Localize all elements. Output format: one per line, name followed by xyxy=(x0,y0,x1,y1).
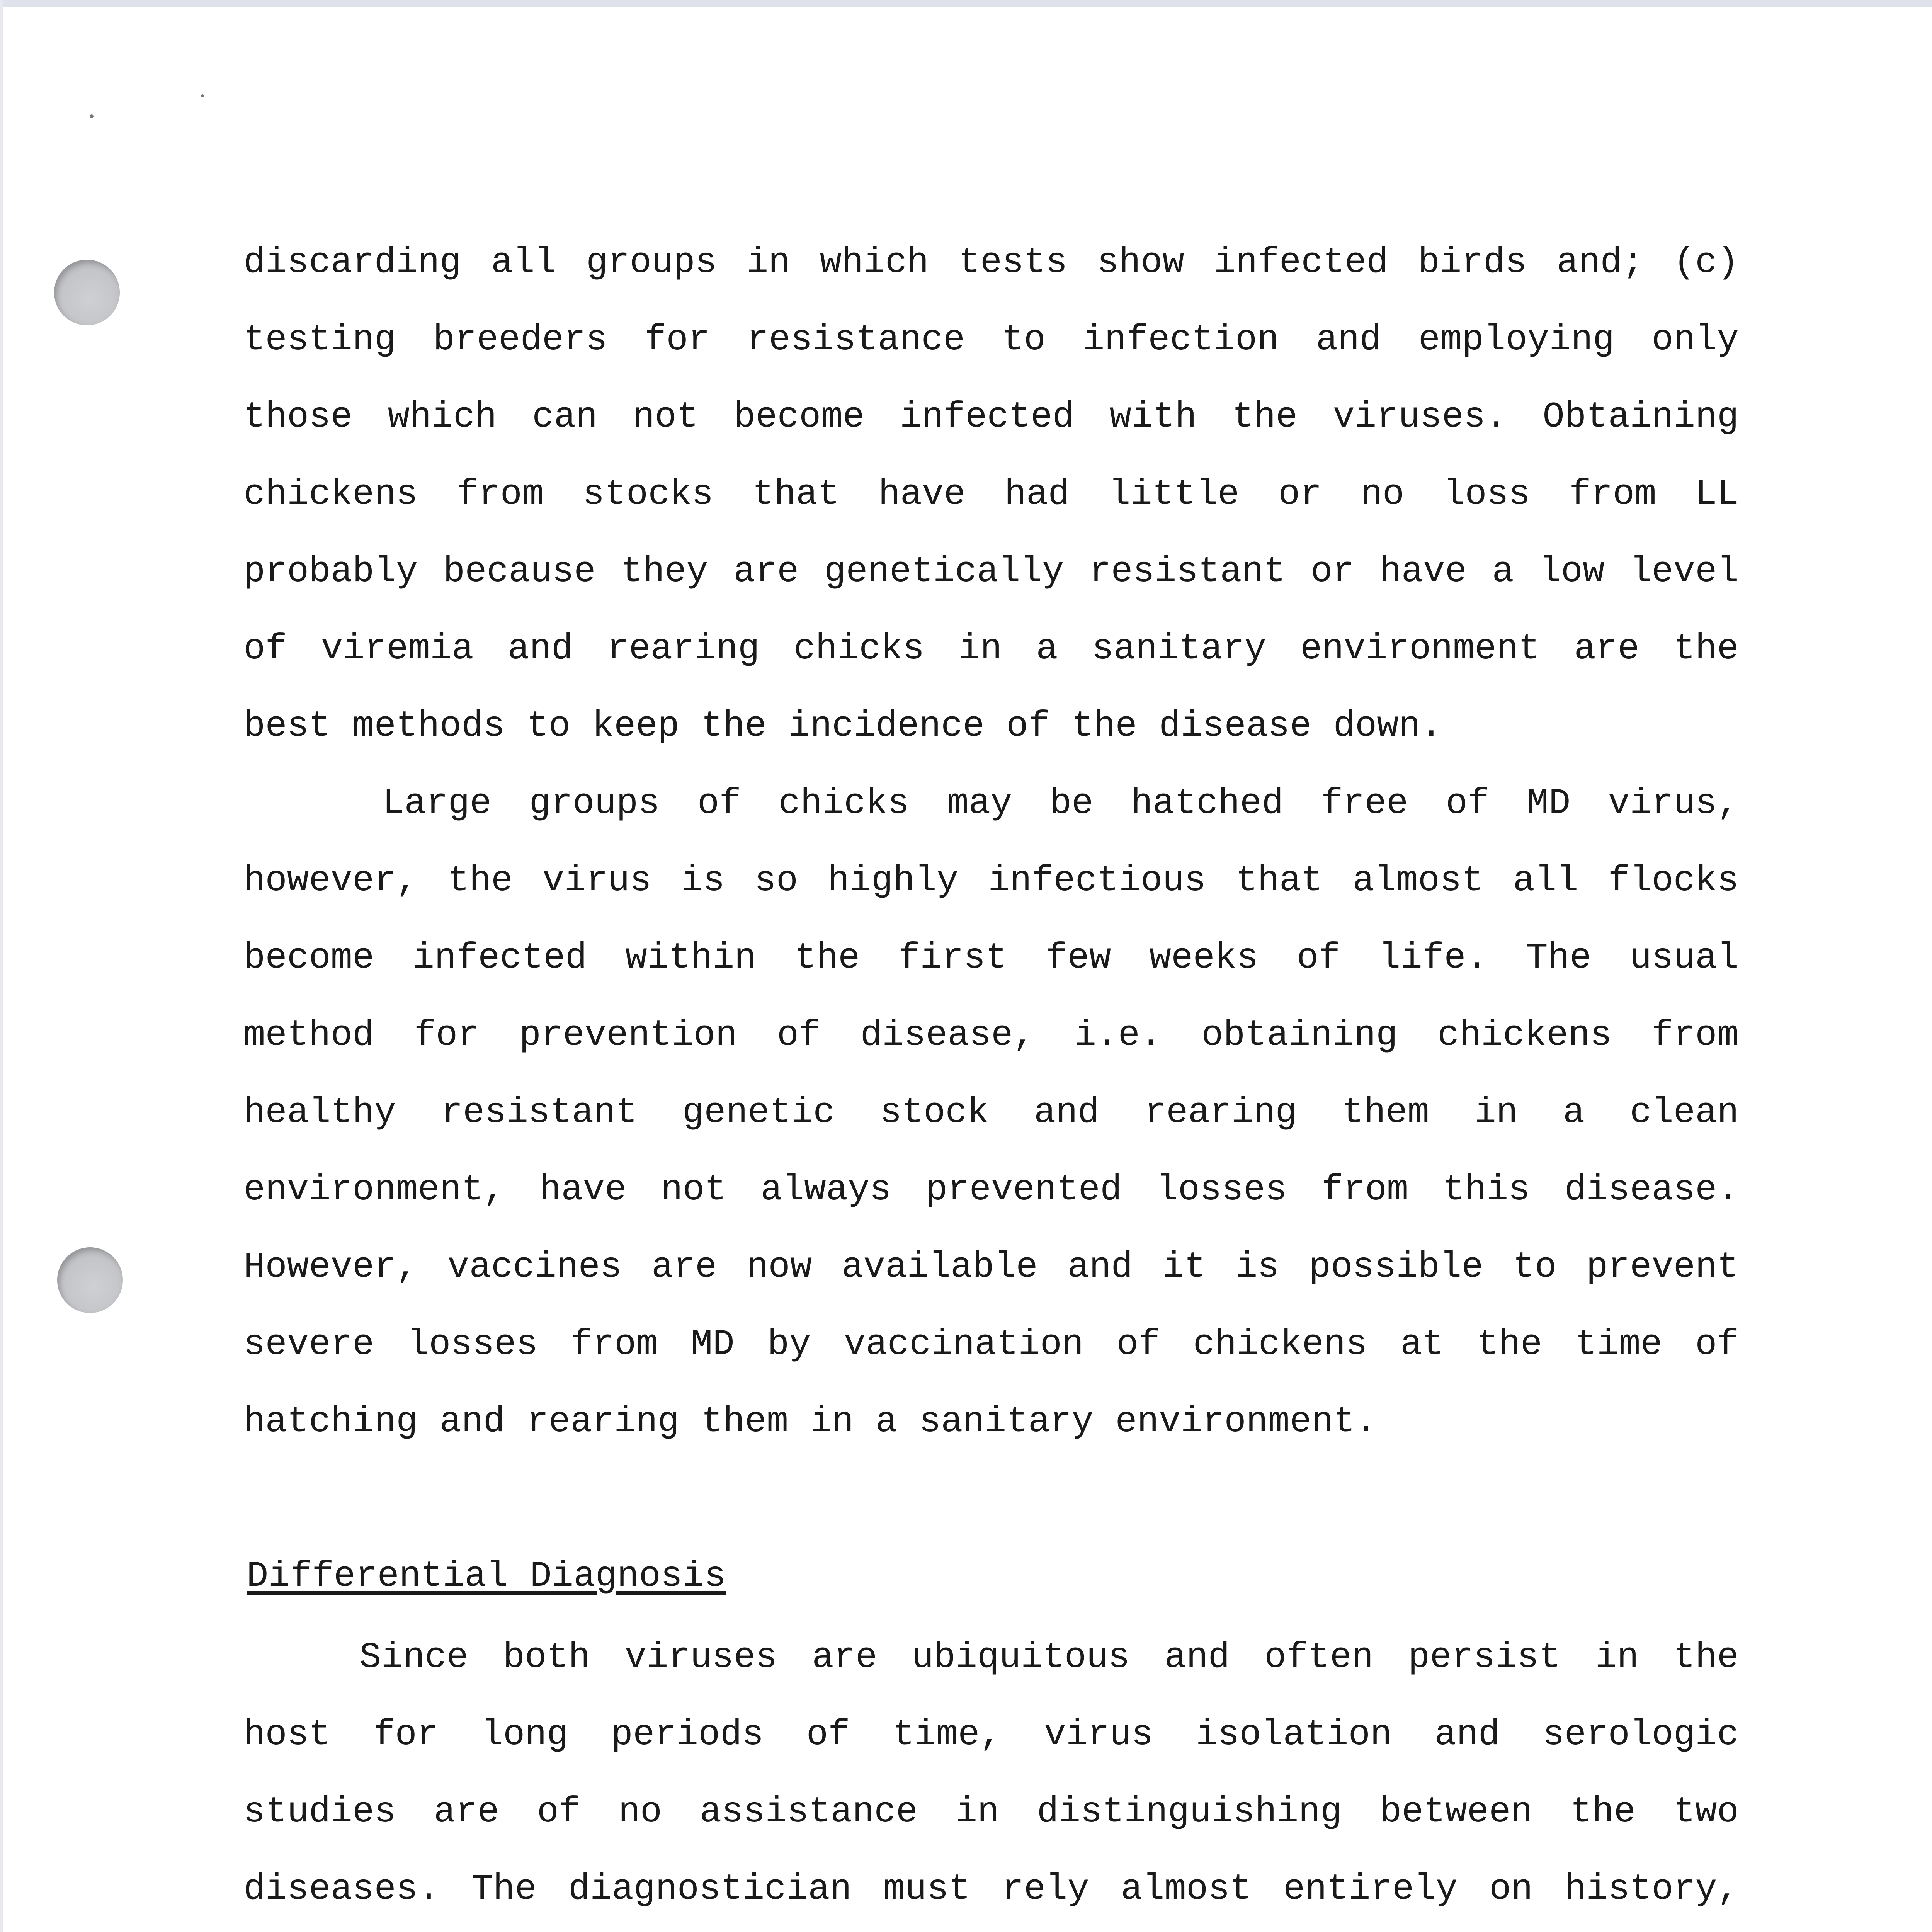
text-line: chickens from stocks that have had little or no loss from LL xyxy=(243,474,1739,515)
text-line: probably because they are genetically resistant or have a low level xyxy=(243,551,1739,592)
punch-hole-top xyxy=(54,260,120,325)
page-edge-top xyxy=(0,0,1932,7)
text-line: severe losses from MD by vaccination of chickens at the time of xyxy=(243,1324,1739,1365)
text-line: diseases. The diagnostician must rely almost entirely on history, xyxy=(243,1869,1739,1910)
page-edge-left xyxy=(0,0,3,1932)
text-line: best methods to keep the incidence of the disease down. xyxy=(243,706,1442,747)
scan-speck xyxy=(201,94,204,97)
punch-hole-middle xyxy=(57,1247,123,1313)
paragraph-3 xyxy=(243,1619,1739,1932)
text-line: studies are of no assistance in distinguishing between the two xyxy=(243,1792,1739,1833)
scan-speck xyxy=(90,114,94,118)
text-line: become infected within the first few weeks of life. The usual xyxy=(243,938,1739,979)
text-line: host for long periods of time, virus isolation and serologic xyxy=(243,1714,1739,1755)
section-heading: Differential Diagnosis xyxy=(247,1556,726,1597)
text-line: of viremia and rearing chicks in a sanitary environment are the xyxy=(243,629,1739,670)
text-line: discarding all groups in which tests show infected birds and; (c) xyxy=(243,242,1739,283)
text-line: However, vaccines are now available and it is possible to prevent xyxy=(243,1247,1739,1288)
text-line: Since both viruses are ubiquitous and often persist in the xyxy=(359,1637,1739,1678)
text-line: Large groups of chicks may be hatched free of MD virus, xyxy=(383,783,1739,824)
text-line: hatching and rearing them in a sanitary environment. xyxy=(243,1401,1377,1442)
text-line: environment, have not always prevented losses from this disease. xyxy=(243,1170,1739,1211)
text-line: method for prevention of disease, i.e. obtaining chickens from xyxy=(243,1015,1739,1056)
paragraph-2 xyxy=(243,765,1739,1461)
text-line xyxy=(243,1928,1739,1932)
text-line: healthy resistant genetic stock and rearing them in a clean xyxy=(243,1092,1739,1133)
text-line: those which can not become infected with the viruses. Obtaining xyxy=(243,397,1739,438)
paragraph-1 xyxy=(243,224,1739,765)
text-line: however, the virus is so highly infectious that almost all flocks xyxy=(243,861,1739,901)
text-line: testing breeders for resistance to infection and employing only xyxy=(243,320,1739,361)
